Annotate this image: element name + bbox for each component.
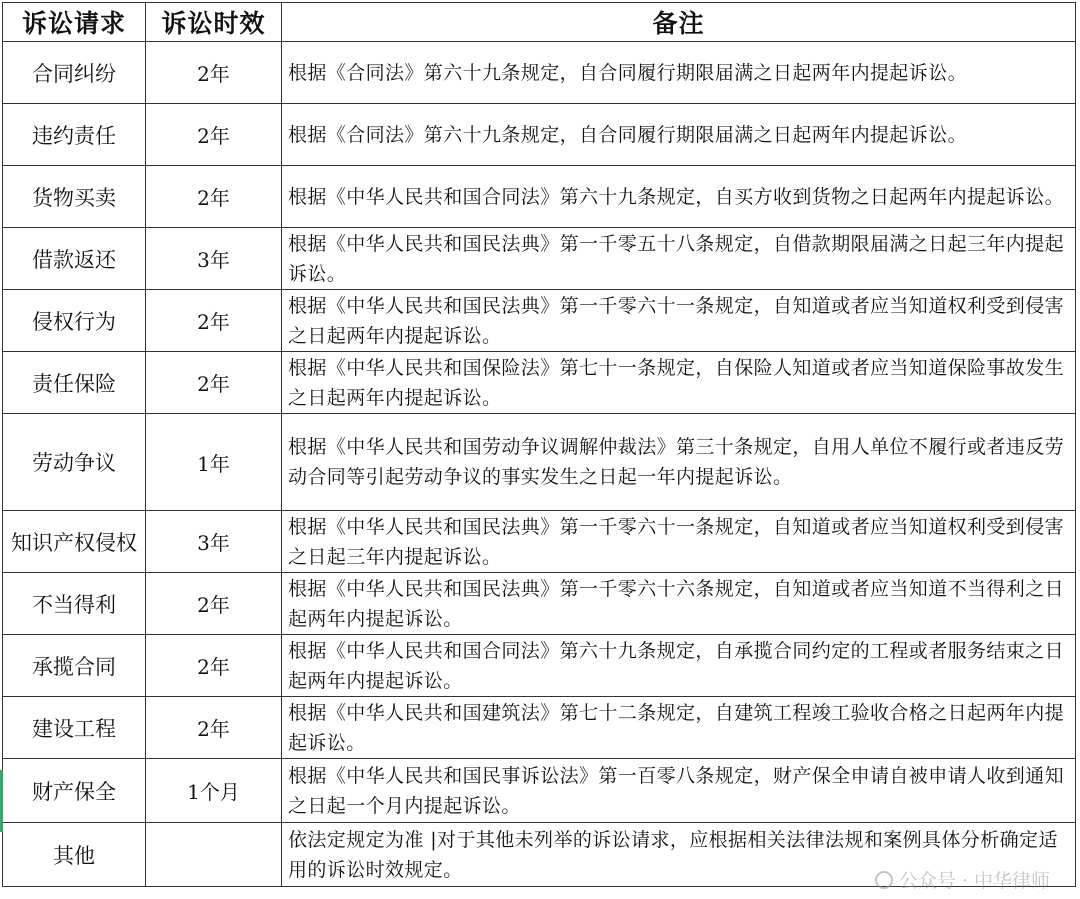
- statute-of-limitations-table: [2, 2, 1076, 887]
- table-row: [3, 697, 1076, 759]
- table-row: [3, 573, 1076, 635]
- period-cell: 3年: [146, 228, 282, 290]
- claim-cell: 知识产权侵权: [3, 511, 146, 573]
- note-cell: 根据《中华人民共和国保险法》第七十一条规定，自保险人知道或者应当知道保险事故发生之日起两年内提起诉讼。: [282, 352, 1076, 414]
- note-cell: 根据《中华人民共和国合同法》第六十九条规定，自买方收到货物之日起两年内提起诉讼。: [282, 166, 1076, 228]
- table-row: [3, 511, 1076, 573]
- row-highlight-marker: [0, 770, 3, 832]
- table-row: [3, 166, 1076, 228]
- note-cell: 根据《中华人民共和国劳动争议调解仲裁法》第三十条规定，自用人单位不履行或者违反劳动合同等引起劳动争议的事实发生之日起一年内提起诉讼。: [282, 414, 1076, 511]
- watermark: [875, 866, 1050, 893]
- header-period: 诉讼时效: [146, 3, 282, 42]
- note-cell: 依法定规定为准 |对于其他未列举的诉讼请求，应根据相关法律法规和案例具体分析确定适用的诉讼时效规定。: [282, 823, 1076, 887]
- note-cell: 根据《中华人民共和国合同法》第六十九条规定，自承揽合同约定的工程或者服务结束之日起两年内提起诉讼。: [282, 635, 1076, 697]
- claim-cell: 侵权行为: [3, 290, 146, 352]
- period-cell: 2年: [146, 166, 282, 228]
- header-note: 备注: [282, 3, 1076, 42]
- note-cell: 根据《合同法》第六十九条规定，自合同履行期限届满之日起两年内提起诉讼。: [282, 42, 1076, 104]
- table-row: [3, 635, 1076, 697]
- header-claim: 诉讼请求: [3, 3, 146, 42]
- note-cell: 根据《合同法》第六十九条规定，自合同履行期限届满之日起两年内提起诉讼。: [282, 104, 1076, 166]
- watermark-text: 公众号 · 中华律师: [898, 870, 1050, 892]
- claim-cell: 合同纠纷: [3, 42, 146, 104]
- note-cell: 根据《中华人民共和国建筑法》第七十二条规定，自建筑工程竣工验收合格之日起两年内提起诉讼。: [282, 697, 1076, 759]
- table-row: [3, 414, 1076, 511]
- period-cell: 2年: [146, 635, 282, 697]
- period-cell: 1个月: [146, 759, 282, 823]
- table-row: [3, 228, 1076, 290]
- period-cell: 2年: [146, 352, 282, 414]
- table-row: [3, 759, 1076, 823]
- note-cell: 根据《中华人民共和国民法典》第一千零六十一条规定，自知道或者应当知道权利受到侵害之日起三年内提起诉讼。: [282, 511, 1076, 573]
- claim-cell: 不当得利: [3, 573, 146, 635]
- claim-cell: 其他: [3, 823, 146, 887]
- claim-cell: 劳动争议: [3, 414, 146, 511]
- period-cell: [146, 823, 282, 887]
- claim-cell: 违约责任: [3, 104, 146, 166]
- note-cell: 根据《中华人民共和国民法典》第一千零五十八条规定，自借款期限届满之日起三年内提起诉讼。: [282, 228, 1076, 290]
- period-cell: 2年: [146, 697, 282, 759]
- table-row: [3, 352, 1076, 414]
- period-cell: 2年: [146, 104, 282, 166]
- table-row: [3, 290, 1076, 352]
- claim-cell: 承揽合同: [3, 635, 146, 697]
- table-row: [3, 104, 1076, 166]
- table-header-row: [3, 3, 1076, 42]
- claim-cell: 建设工程: [3, 697, 146, 759]
- claim-cell: 货物买卖: [3, 166, 146, 228]
- period-cell: 2年: [146, 573, 282, 635]
- note-cell: 根据《中华人民共和国民事诉讼法》第一百零八条规定，财产保全申请自被申请人收到通知之日起一个月内提起诉讼。: [282, 759, 1076, 823]
- period-cell: 1年: [146, 414, 282, 511]
- period-cell: 3年: [146, 511, 282, 573]
- wechat-icon: [875, 871, 893, 889]
- claim-cell: 责任保险: [3, 352, 146, 414]
- table-row: [3, 42, 1076, 104]
- claim-cell: 借款返还: [3, 228, 146, 290]
- note-cell: 根据《中华人民共和国民法典》第一千零六十六条规定，自知道或者应当知道不当得利之日起两年内提起诉讼。: [282, 573, 1076, 635]
- note-cell: 根据《中华人民共和国民法典》第一千零六十一条规定，自知道或者应当知道权利受到侵害之日起两年内提起诉讼。: [282, 290, 1076, 352]
- period-cell: 2年: [146, 42, 282, 104]
- period-cell: 2年: [146, 290, 282, 352]
- claim-cell: 财产保全: [3, 759, 146, 823]
